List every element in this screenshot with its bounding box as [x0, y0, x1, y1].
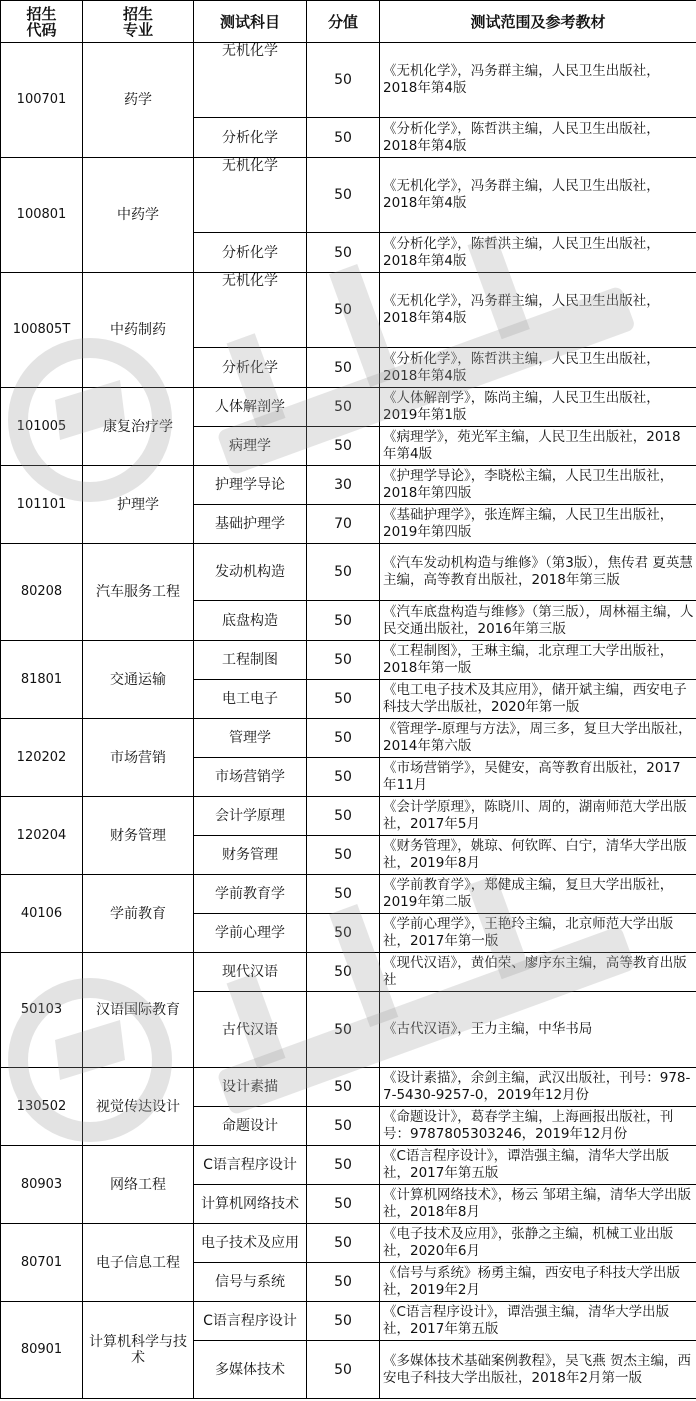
test-subject: 分析化学	[194, 348, 307, 388]
reference-textbook: 《分析化学》，陈哲洪主编，人民卫生出版社，2018年第4版	[380, 118, 696, 158]
test-subject: 设计素描	[194, 1068, 307, 1107]
test-subject: 命题设计	[194, 1107, 307, 1146]
score-value: 50	[307, 427, 380, 466]
score-value: 50	[307, 273, 380, 348]
test-subject: 现代汉语	[194, 953, 307, 992]
score-value: 50	[307, 875, 380, 914]
table-row	[1, 797, 696, 836]
table-row	[1, 466, 696, 505]
score-value: 50	[307, 1107, 380, 1146]
test-subject: 基础护理学	[194, 505, 307, 544]
major-name: 学前教育	[83, 875, 194, 953]
reference-textbook: 《管理学-原理与方法》，周三多，复旦大学出版社，2014年第六版	[380, 719, 696, 758]
score-value: 70	[307, 505, 380, 544]
table-row	[1, 1224, 696, 1263]
score-value: 50	[307, 1068, 380, 1107]
reference-textbook: 《工程制图》，王琳主编，北京理工大学出版社，2018年第一版	[380, 641, 696, 680]
reference-textbook: 《学前心理学》，王艳玲主编，北京师范大学出版社，2017年第一版	[380, 914, 696, 953]
score-value: 50	[307, 1302, 380, 1341]
score-value: 50	[307, 758, 380, 797]
test-subject: 计算机网络技术	[194, 1185, 307, 1224]
table-row	[1, 1302, 696, 1341]
major-name: 计算机科学与技术	[83, 1302, 194, 1399]
reference-textbook: 《命题设计》，葛春学主编，上海画报出版社，刊号：9787805303246，2019年12月份	[380, 1107, 696, 1146]
score-value: 50	[307, 1224, 380, 1263]
table-row	[1, 544, 696, 601]
score-value: 50	[307, 914, 380, 953]
score-value: 50	[307, 1341, 380, 1399]
header-scope: 测试范围及参考教材	[380, 1, 696, 43]
major-code: 40106	[1, 875, 83, 953]
test-subject: 电工电子	[194, 680, 307, 719]
table-row	[1, 875, 696, 914]
test-subject: 人体解剖学	[194, 388, 307, 427]
major-code: 100701	[1, 43, 83, 158]
major-name: 视觉传达设计	[83, 1068, 194, 1146]
reference-textbook: 《市场营销学》，吴健安，高等教育出版社，2017年11月	[380, 758, 696, 797]
table-row	[1, 158, 696, 233]
reference-textbook: 《人体解剖学》，陈尚主编，人民卫生出版社，2019年第1版	[380, 388, 696, 427]
major-code: 100801	[1, 158, 83, 273]
major-name: 中药制药	[83, 273, 194, 388]
reference-textbook: 《会计学原理》，陈晓川、周的，湖南师范大学出版社，2017年5月	[380, 797, 696, 836]
test-subject: 多媒体技术	[194, 1341, 307, 1399]
table-row	[1, 43, 696, 118]
major-name: 汉语国际教育	[83, 953, 194, 1068]
major-code: 130502	[1, 1068, 83, 1146]
reference-textbook: 《分析化学》，陈哲洪主编，人民卫生出版社，2018年第4版	[380, 348, 696, 388]
header-subject: 测试科目	[194, 1, 307, 43]
major-name: 交通运输	[83, 641, 194, 719]
major-code: 80701	[1, 1224, 83, 1302]
score-value: 50	[307, 118, 380, 158]
major-code: 100805T	[1, 273, 83, 388]
test-subject: 管理学	[194, 719, 307, 758]
reference-textbook: 《无机化学》，冯务群主编，人民卫生出版社，2018年第4版	[380, 273, 696, 348]
test-subject: C语言程序设计	[194, 1146, 307, 1185]
score-value: 50	[307, 158, 380, 233]
header-major: 招生 专业	[83, 1, 194, 43]
header-code: 招生 代码	[1, 1, 83, 43]
test-subject: 病理学	[194, 427, 307, 466]
reference-textbook: 《电子技术及应用》，张静之主编，机械工业出版社，2020年6月	[380, 1224, 696, 1263]
score-value: 50	[307, 641, 380, 680]
test-subject: 学前教育学	[194, 875, 307, 914]
score-value: 50	[307, 680, 380, 719]
test-subject: 市场营销学	[194, 758, 307, 797]
table-row	[1, 953, 696, 992]
table-row	[1, 273, 696, 348]
reference-textbook: 《电工电子技术及其应用》，储开斌主编，西安电子科技大学出版社，2020年第一版	[380, 680, 696, 719]
test-subject: 护理学导论	[194, 466, 307, 505]
test-subject: C语言程序设计	[194, 1302, 307, 1341]
test-subject: 无机化学	[194, 158, 307, 233]
test-subject: 发动机构造	[194, 544, 307, 601]
table-row	[1, 719, 696, 758]
test-subject: 分析化学	[194, 233, 307, 273]
score-value: 50	[307, 348, 380, 388]
score-value: 50	[307, 388, 380, 427]
score-value: 50	[307, 992, 380, 1068]
test-subject: 信号与系统	[194, 1263, 307, 1302]
major-code: 80208	[1, 544, 83, 641]
score-value: 50	[307, 1146, 380, 1185]
table-row	[1, 1146, 696, 1185]
table-row	[1, 641, 696, 680]
major-name: 中药学	[83, 158, 194, 273]
reference-textbook: 《设计素描》，余剑主编，武汉出版社，刊号：978-7-5430-9257-0，2019年12月份	[380, 1068, 696, 1107]
major-code: 80903	[1, 1146, 83, 1224]
test-subject: 无机化学	[194, 273, 307, 348]
reference-textbook: 《护理学导论》，李晓松主编，人民卫生出版社，2018年第四版	[380, 466, 696, 505]
major-name: 康复治疗学	[83, 388, 194, 466]
major-code: 120202	[1, 719, 83, 797]
test-subject: 分析化学	[194, 118, 307, 158]
major-name: 财务管理	[83, 797, 194, 875]
reference-textbook: 《计算机网络技术》，杨云 邹珺主编，清华大学出版社，2018年8月	[380, 1185, 696, 1224]
reference-textbook: 《汽车底盘构造与维修》（第三版），周林福主编，人民交通出版社，2016年第三版	[380, 601, 696, 641]
major-code: 81801	[1, 641, 83, 719]
score-value: 50	[307, 43, 380, 118]
reference-textbook: 《基础护理学》，张连辉主编，人民卫生出版社，2019年第四版	[380, 505, 696, 544]
reference-textbook: 《财务管理》，姚琼、何钦晖、白宁，清华大学出版社，2019年8月	[380, 836, 696, 875]
test-subject: 工程制图	[194, 641, 307, 680]
reference-textbook: 《古代汉语》，王力主编，中华书局	[380, 992, 696, 1068]
score-value: 50	[307, 719, 380, 758]
score-value: 50	[307, 1263, 380, 1302]
reference-textbook: 《汽车发动机构造与维修》（第3版），焦传君 夏英慧主编，高等教育出版社，2018年第三版	[380, 544, 696, 601]
reference-textbook: 《信号与系统》杨勇主编，西安电子科技大学出版社，2019年2月	[380, 1263, 696, 1302]
score-value: 50	[307, 544, 380, 601]
score-value: 50	[307, 233, 380, 273]
major-name: 药学	[83, 43, 194, 158]
reference-textbook: 《多媒体技术基础案例教程》，吴飞燕 贺杰主编，西安电子科技大学出版社，2018年2月第一版	[380, 1341, 696, 1399]
test-subject: 会计学原理	[194, 797, 307, 836]
test-subject: 无机化学	[194, 43, 307, 118]
major-code: 80901	[1, 1302, 83, 1399]
reference-textbook: 《分析化学》，陈哲洪主编，人民卫生出版社，2018年第4版	[380, 233, 696, 273]
test-subject: 底盘构造	[194, 601, 307, 641]
score-value: 50	[307, 836, 380, 875]
reference-textbook: 《C语言程序设计》，谭浩强主编，清华大学出版社，2017年第五版	[380, 1302, 696, 1341]
major-code: 101101	[1, 466, 83, 544]
major-code: 101005	[1, 388, 83, 466]
reference-textbook: 《C语言程序设计》，谭浩强主编，清华大学出版社，2017年第五版	[380, 1146, 696, 1185]
reference-textbook: 《无机化学》，冯务群主编，人民卫生出版社，2018年第4版	[380, 158, 696, 233]
header-score: 分值	[307, 1, 380, 43]
test-subject: 电子技术及应用	[194, 1224, 307, 1263]
major-name: 护理学	[83, 466, 194, 544]
major-code: 50103	[1, 953, 83, 1068]
score-value: 30	[307, 466, 380, 505]
test-subject: 学前心理学	[194, 914, 307, 953]
test-subject: 财务管理	[194, 836, 307, 875]
table-row	[1, 388, 696, 427]
table-row	[1, 1068, 696, 1107]
reference-textbook: 《病理学》，苑光军主编，人民卫生出版社，2018年第4版	[380, 427, 696, 466]
major-code: 120204	[1, 797, 83, 875]
score-value: 50	[307, 953, 380, 992]
major-name: 市场营销	[83, 719, 194, 797]
major-name: 电子信息工程	[83, 1224, 194, 1302]
header-row	[1, 1, 696, 43]
reference-textbook: 《学前教育学》，郑健成主编，复旦大学出版社，2019年第二版	[380, 875, 696, 914]
score-value: 50	[307, 1185, 380, 1224]
test-subject: 古代汉语	[194, 992, 307, 1068]
major-name: 网络工程	[83, 1146, 194, 1224]
major-name: 汽车服务工程	[83, 544, 194, 641]
score-value: 50	[307, 601, 380, 641]
reference-textbook: 《现代汉语》，黄伯荣、廖序东主编，高等教育出版社	[380, 953, 696, 992]
reference-textbook: 《无机化学》，冯务群主编，人民卫生出版社，2018年第4版	[380, 43, 696, 118]
score-value: 50	[307, 797, 380, 836]
